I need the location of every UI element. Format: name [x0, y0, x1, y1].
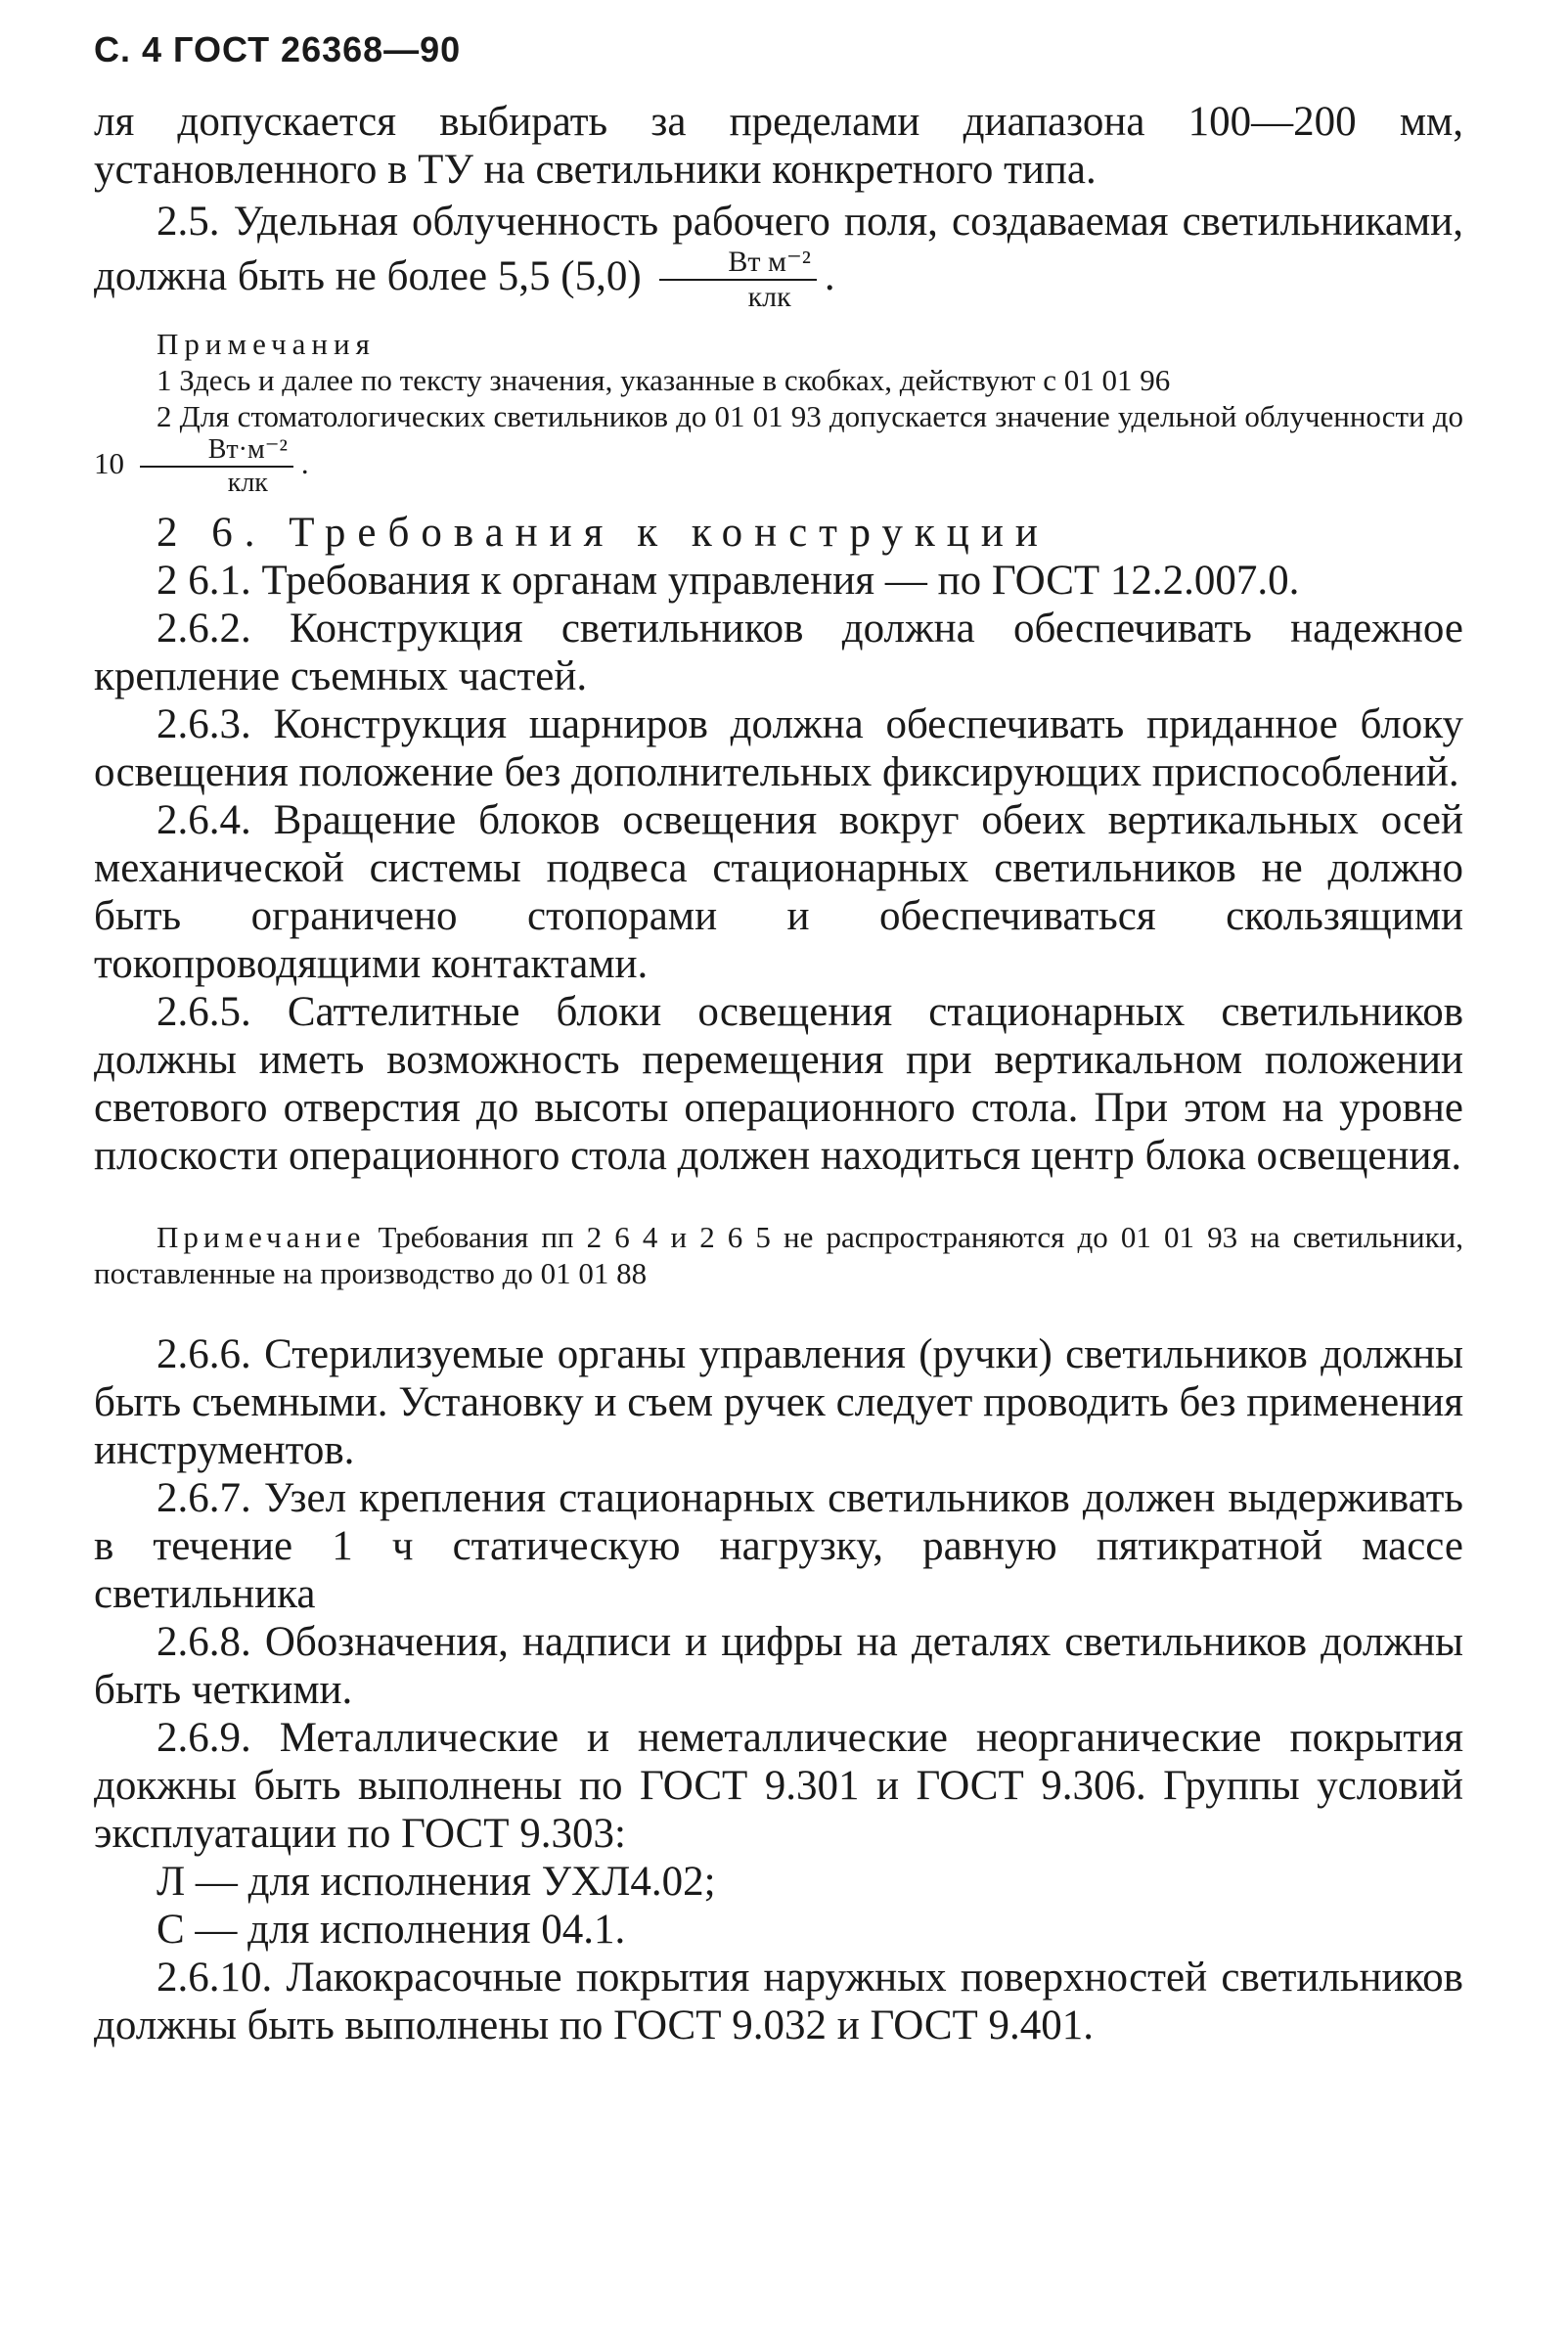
fraction-numerator: Вт·м⁻² — [207, 434, 288, 465]
clause-2-6-8: 2.6.8. Обозначения, надписи и цифры на деталях светильников должны быть четкими. — [94, 1619, 1463, 1713]
fraction-numerator: Вт м⁻² — [728, 246, 811, 278]
sub-item-s: С — для исполнения 04.1. — [157, 1907, 626, 1953]
clause-2-5 — [94, 198, 1463, 314]
clause-2-5-tail: . — [824, 252, 835, 299]
note-label: Примечание — [157, 1220, 366, 1254]
notes-title: Примечания — [157, 327, 376, 361]
sub-item-l: Л — для исполнения УХЛ4.02; — [157, 1859, 716, 1905]
clause-2-6-4: 2.6.4. Вращение блоков освещения вокруг обеих вертикальных осей механической системы подвеса стационарных светильников не должно быть ограничено стопорами и обеспечиваться скользящими токопроводящими контактами. — [94, 797, 1463, 987]
clause-2-6-7: 2.6.7. Узел крепления стационарных светильников должен выдерживать в течение 1 ч статическую нагрузку, равную пятикратной массе светильника — [94, 1475, 1463, 1617]
note-2-tail: . — [300, 446, 309, 481]
fraction-denominator: клк — [227, 468, 268, 498]
clause-2-6-9: 2.6.9. Металлические и неметаллические неорганические покрытия докжны быть выполнены по ГОСТ 9.301 и ГОСТ 9.306. Группы условий эксплуатации по ГОСТ 9.303: — [94, 1715, 1463, 1857]
page-header: С. 4 ГОСТ 26368—90 — [94, 29, 462, 69]
fraction-denominator: клк — [747, 281, 791, 313]
note-2 — [94, 398, 1463, 499]
document-page — [94, 29, 1463, 2049]
note-text: Требования пп 2 6 4 и 2 6 5 не распространяются до 01 01 93 на светильники, поставленные на производство до 01 01 88 — [94, 1220, 1464, 1290]
clause-2-6-10: 2.6.10. Лакокрасочные покрытия наружных поверхностей светильников должны быть выполнены по ГОСТ 9.032 и ГОСТ 9.401. — [94, 1955, 1463, 2048]
continued-paragraph: ля допускается выбирать за пределами диапазона 100—200 мм, установленного в ТУ на светильники конкретного типа. — [94, 99, 1463, 193]
note-2-text: 2 Для стоматологических светильников до 01 01 93 допускается значение удельной облученности до 10 — [94, 399, 1463, 481]
clause-2-5-text: 2.5. Удельная облученность рабочего поля, создаваемая светильниками, должна быть не более 5,5 (5,0) — [94, 199, 1463, 299]
section-title-2-6: 2 6. Требования к конструкции — [157, 510, 1050, 556]
clause-2-6-1: 2 6.1. Требования к органам управления — по ГОСТ 12.2.007.0. — [157, 558, 1300, 604]
clause-2-6-6: 2.6.6. Стерилизуемые органы управления (ручки) светильников должны быть съемными. Установку и съем ручек следует проводить без применения инструментов. — [94, 1331, 1463, 1473]
irradiance-fraction — [659, 246, 816, 314]
clause-2-6-5: 2.6.5. Саттелитные блоки освещения стационарных светильников должны иметь возможность перемещения при вертикальном положении светового отверстия до высоты операционного стола. При этом на уровне плоскости операционного стола должен находиться центр блока освещения. — [94, 989, 1463, 1179]
note-2-fraction — [140, 434, 293, 499]
clause-2-6-2: 2.6.2. Конструкция светильников должна обеспечивать надежное крепление съемных частей. — [94, 606, 1463, 699]
note-1: 1 Здесь и далее по тексту значения, указанные в скобках, действуют с 01 01 96 — [157, 363, 1171, 397]
clause-2-6-3: 2.6.3. Конструкция шарниров должна обеспечивать приданное блоку освещения положение без дополнительных фиксирующих приспособлений. — [94, 701, 1463, 795]
note-clauses-2-6-4-5 — [94, 1219, 1463, 1291]
